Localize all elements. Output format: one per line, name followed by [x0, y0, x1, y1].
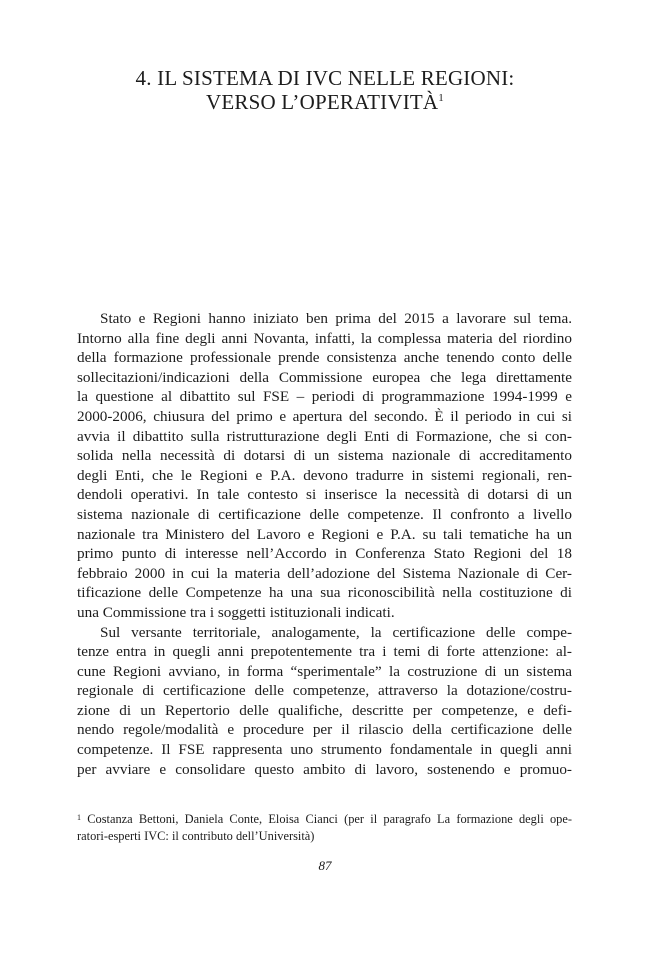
paragraph-1 [77, 309, 572, 623]
paragraph-2-line: nendo regole/modalità e procedure per il rilascio della certificazione delle [77, 721, 572, 739]
paragraph-1-line: dendoli operativi. In tale contesto si inserisce la necessità di dotarsi di un [77, 486, 572, 504]
paragraph-1-line: febbraio 2000 in cui la materia dell’adozione del Sistema Nazionale di Cer- [77, 564, 572, 582]
paragraph-2-line: regionale di certificazione delle competenze, attraverso la dotazione/costru- [77, 682, 572, 700]
paragraph-1-line: avvia il dibattito sulla ristrutturazione degli Enti di Formazione, che si con- [77, 427, 572, 445]
chapter-title-line-2-text: VERSO L’OPERATIVITÀ [206, 90, 439, 114]
paragraph-1-line: primo punto di interesse nell’Accordo in Conferenza Stato Regioni del 18 [77, 545, 572, 563]
paragraph-2-line: per avviare e consolidare questo ambito di lavoro, sostenendo e promuo- [77, 760, 572, 778]
paragraph-2 [77, 623, 572, 780]
paragraph-1-line: una Commissione tra i soggetti istituzionali indicati. [77, 603, 395, 621]
paragraph-2-line: Sul versante territoriale, analogamente, la certificazione delle compe- [100, 623, 572, 641]
paragraph-2-line: competenze. Il FSE rappresenta uno strumento fondamentale in quegli anni [77, 741, 572, 759]
paragraph-1-line: la questione al dibattito sul FSE – periodi di programmazione 1994-1999 e [77, 388, 572, 406]
footnote [77, 811, 572, 845]
footnote-marker: 1 [77, 813, 81, 822]
chapter-title-line-1: 4. IL SISTEMA DI IVC NELLE REGIONI: [135, 66, 515, 90]
paragraph-1-line: Intorno alla fine degli anni Novanta, infatti, la complessa materia del riordino [77, 329, 572, 347]
footnote-line-2: ratori-esperti IVC: il contributo dell’Università) [77, 829, 315, 843]
paragraph-1-line: nazionale tra Ministero del Lavoro e Regioni e P.A. su tali tematiche ha un [77, 525, 572, 543]
footnote-reference[interactable]: 1 [438, 92, 444, 104]
body-text [77, 309, 572, 779]
paragraph-2-line: zione di un Repertorio delle qualifiche, descritte per competenze, e defi- [77, 701, 572, 719]
paragraph-1-line: 2000-2006, chiusura del primo e apertura del secondo. È il periodo in cui si [77, 407, 572, 425]
paragraph-1-line: degli Enti, che le Regioni e P.A. devono tradurre in sistemi regionali, ren- [77, 466, 572, 484]
footnote-text-1: Costanza Bettoni, Daniela Conte, Eloisa Cianci (per il paragrafo La formazione degli ope- [87, 812, 572, 826]
paragraph-2-line: cune Regioni avviano, in forma “sperimentale” la costruzione di un sistema [77, 662, 572, 680]
chapter-title-line-2 [80, 90, 570, 114]
paragraph-1-line: tificazione delle Competenze ha una sua riconoscibilità nella costituzione di [77, 584, 572, 602]
footnote-line-1 [77, 811, 572, 828]
chapter-title [80, 66, 570, 114]
paragraph-2-line: tenze entra in quegli anni prepotentemente tra i temi di forte attenzione: al- [77, 643, 572, 661]
paragraph-1-line: solida nella necessità di dotarsi di un sistema nazionale di accreditamento [77, 447, 572, 465]
paragraph-1-line: della formazione professionale prende consistenza anche tenendo conto delle [77, 349, 572, 367]
paragraph-1-line: Stato e Regioni hanno iniziato ben prima del 2015 a lavorare sul tema. [100, 310, 572, 327]
paragraph-1-line: sollecitazioni/indicazioni della Commissione europea che lega direttamente [77, 368, 572, 386]
paragraph-1-line: sistema nazionale di certificazione delle competenze. Il confronto a livello [77, 505, 572, 523]
page-number: 87 [318, 858, 332, 873]
